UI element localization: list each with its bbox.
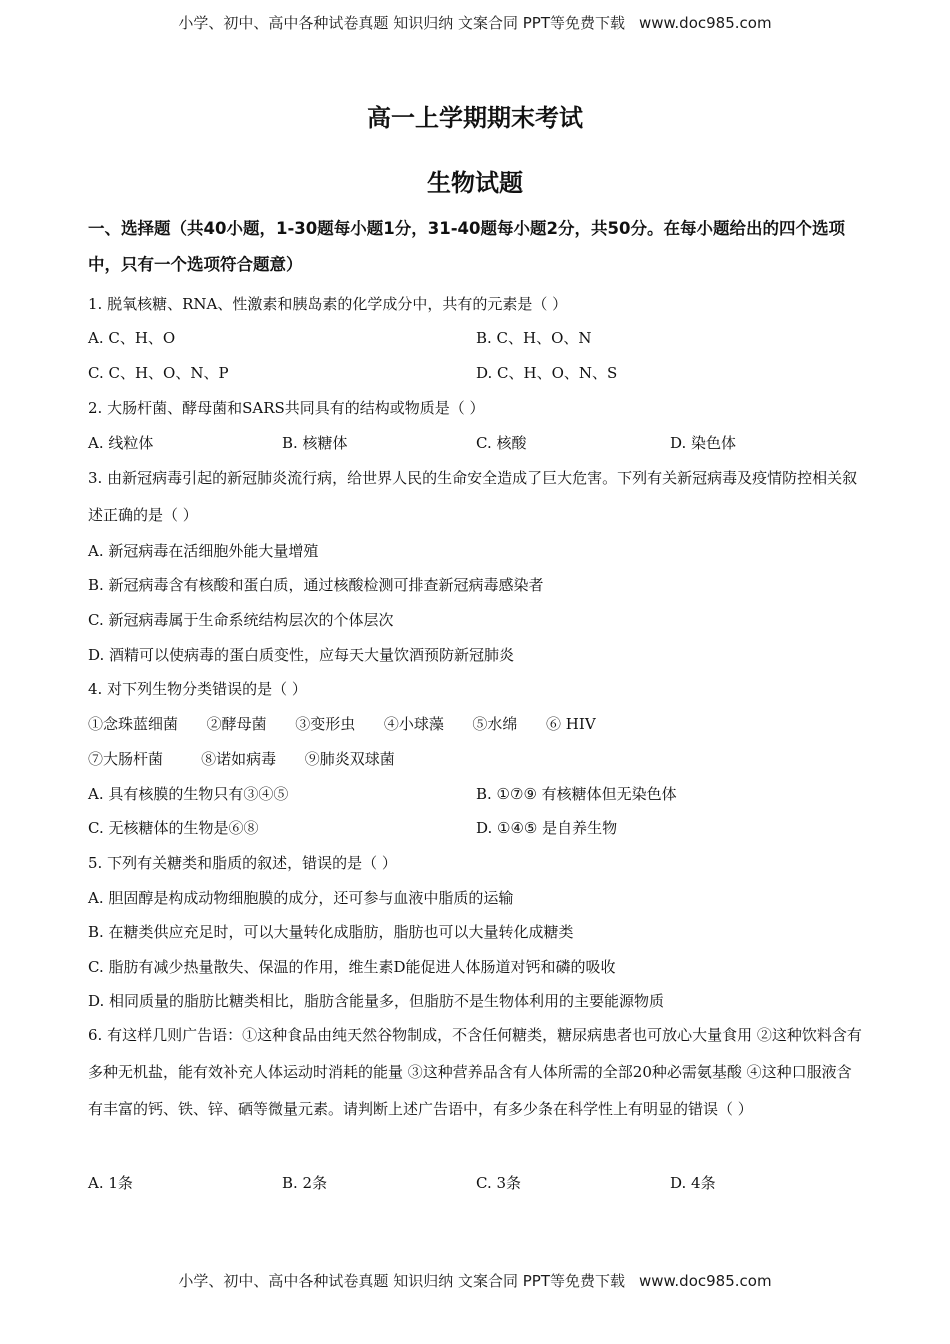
question-4-stem: 4. 对下列生物分类错误的是（ ） — [88, 680, 307, 698]
question-5-option-a: A. 胆固醇是构成动物细胞膜的成分，还可参与血液中脂质的运输 — [88, 889, 514, 907]
question-3-option-a: A. 新冠病毒在活细胞外能大量增殖 — [88, 542, 319, 560]
footer-banner — [0, 1270, 950, 1291]
question-4-option-a: A. 具有核膜的生物只有③④⑤ — [88, 785, 289, 803]
question-2-option-c: C. 核酸 — [476, 434, 527, 452]
question-4-organism-list-1: ①念珠蓝细菌 ②酵母菌 ③变形虫 ④小球藻 ⑤水绵 ⑥ HIV — [88, 715, 596, 733]
question-3-option-d: D. 酒精可以使病毒的蛋白质变性，应每天大量饮酒预防新冠肺炎 — [88, 646, 515, 664]
exam-title: 高一上学期期末考试 — [367, 104, 583, 132]
question-5-option-b: B. 在糖类供应充足时，可以大量转化成脂肪，脂肪也可以大量转化成糖类 — [88, 923, 574, 941]
question-6-stem: 6. 有这样几则广告语：①这种食品由纯天然谷物制成，不含任何糖类，糖尿病患者也可放心大量食用 ②这种饮料含有多种无机盐，能有效补充人体运动时消耗的能量 ③这种营养品含有人体所需的全部20种必需氨基酸 ④这种口服液含有丰富的钙、铁、锌、硒等微量元素。请判断上述广告语中，有多少条在科学性上有明显的错误（ ） — [88, 1026, 862, 1118]
question-2-stem: 2. 大肠杆菌、酵母菌和SARS共同具有的结构或物质是（ ） — [88, 399, 485, 417]
question-1-stem: 1. 脱氧核糖、RNA、性激素和胰岛素的化学成分中，共有的元素是（ ） — [88, 295, 568, 313]
question-5-option-c: C. 脂肪有减少热量散失、保温的作用，维生素D能促进人体肠道对钙和磷的吸收 — [88, 958, 616, 976]
banner-site-link[interactable]: www.doc985.com — [638, 1272, 772, 1290]
question-2-option-a: A. 线粒体 — [88, 434, 154, 452]
subject-title: 生物试题 — [427, 169, 523, 197]
question-5-option-d: D. 相同质量的脂肪比糖类相比，脂肪含能量多，但脂肪不是生物体利用的主要能源物质 — [88, 992, 665, 1010]
question-4-option-c: C. 无核糖体的生物是⑥⑧ — [88, 819, 259, 837]
header-banner — [0, 12, 950, 33]
question-6-option-a: A. 1条 — [88, 1174, 133, 1192]
question-2-option-b: B. 核糖体 — [282, 434, 348, 452]
question-1-option-c: C. C、H、O、N、P — [88, 364, 229, 382]
section-heading: 一、选择题（共40小题，1-30题每小题1分，31-40题每小题2分，共50分。在每小题给出的四个选项中，只有一个选项符合题意） — [88, 219, 845, 274]
question-4-organism-list-2: ⑦大肠杆菌 ⑧诺如病毒 ⑨肺炎双球菌 — [88, 750, 395, 768]
banner-text: 小学、初中、高中各种试卷真题 知识归纳 文案合同 PPT等免费下载 — [178, 1272, 625, 1290]
question-3-option-b: B. 新冠病毒含有核酸和蛋白质，通过核酸检测可排查新冠病毒感染者 — [88, 576, 544, 594]
question-1-option-a: A. C、H、O — [88, 329, 176, 347]
question-1-option-b: B. C、H、O、N — [476, 329, 592, 347]
question-6-option-b: B. 2条 — [282, 1174, 328, 1192]
question-6-option-d: D. 4条 — [670, 1174, 716, 1192]
question-1-option-d: D. C、H、O、N、S — [476, 364, 618, 382]
question-2-option-d: D. 染色体 — [670, 434, 737, 452]
question-4-option-b: B. ①⑦⑨ 有核糖体但无染色体 — [476, 785, 677, 803]
banner-site-link[interactable]: www.doc985.com — [638, 14, 772, 32]
question-4-option-d: D. ①④⑤ 是自养生物 — [476, 819, 618, 837]
question-6-option-c: C. 3条 — [476, 1174, 522, 1192]
question-5-stem: 5. 下列有关糖类和脂质的叙述，错误的是（ ） — [88, 854, 397, 872]
banner-text: 小学、初中、高中各种试卷真题 知识归纳 文案合同 PPT等免费下载 — [178, 14, 625, 32]
question-3-option-c: C. 新冠病毒属于生命系统结构层次的个体层次 — [88, 611, 394, 629]
question-3-stem: 3. 由新冠病毒引起的新冠肺炎流行病，给世界人民的生命安全造成了巨大危害。下列有关新冠病毒及疫情防控相关叙述正确的是（ ） — [88, 469, 858, 524]
